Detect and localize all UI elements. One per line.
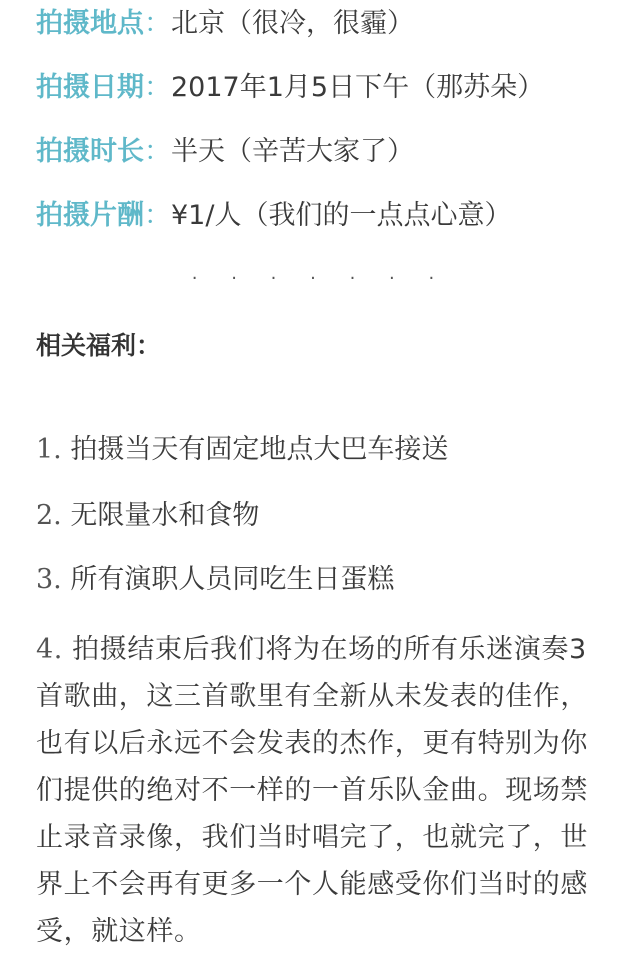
benefit-text: 拍摄当天有固定地点大巴车接送 (61, 434, 449, 465)
info-separator: ： (144, 136, 171, 167)
benefit-number: 2. (36, 500, 62, 531)
benefits-heading: 相关福利： (36, 331, 162, 360)
info-key: 拍摄片酬 (36, 200, 144, 231)
benefit-number: 3. (36, 564, 62, 595)
benefit-text: 所有演职人员同吃生日蛋糕 (61, 564, 395, 595)
benefit-paragraph (36, 626, 606, 955)
info-value: 2017年1月5日下午（那苏朵） (171, 72, 545, 103)
info-row-duration (36, 134, 414, 170)
info-separator: ： (144, 72, 171, 103)
benefit-item (36, 562, 394, 598)
info-row-pay (36, 198, 511, 234)
benefit-number: 4. (36, 634, 63, 665)
info-value: ¥1/人（我们的一点点心意） (171, 200, 512, 231)
benefit-text: 无限量水和食物 (61, 500, 260, 531)
info-row-location (36, 6, 414, 42)
benefit-text: 拍摄结束后我们将为在场的所有乐迷演奏3首歌曲，这三首歌里有全新从未发表的佳作，也有以后永远不会发表的杰作，更有特别为你们提供的绝对不一样的一首乐队金曲。现场禁止录音录像，我们当时唱完了，也就完了，世界上不会再有更多一个人能感受你们当时的感受，就这样。 (36, 634, 588, 947)
info-separator: ： (144, 200, 171, 231)
info-key: 拍摄日期 (36, 72, 144, 103)
info-row-date (36, 70, 544, 106)
benefit-item (36, 432, 448, 468)
info-value: 半天（辛苦大家了） (171, 136, 414, 167)
benefit-number: 1. (36, 434, 62, 465)
info-value: 北京（很冷，很霾） (171, 8, 414, 39)
info-separator: ： (144, 8, 171, 39)
benefit-item (36, 498, 259, 534)
info-key: 拍摄时长 (36, 136, 144, 167)
dotted-divider: · · · · · · · (191, 268, 449, 289)
info-key: 拍摄地点 (36, 8, 144, 39)
